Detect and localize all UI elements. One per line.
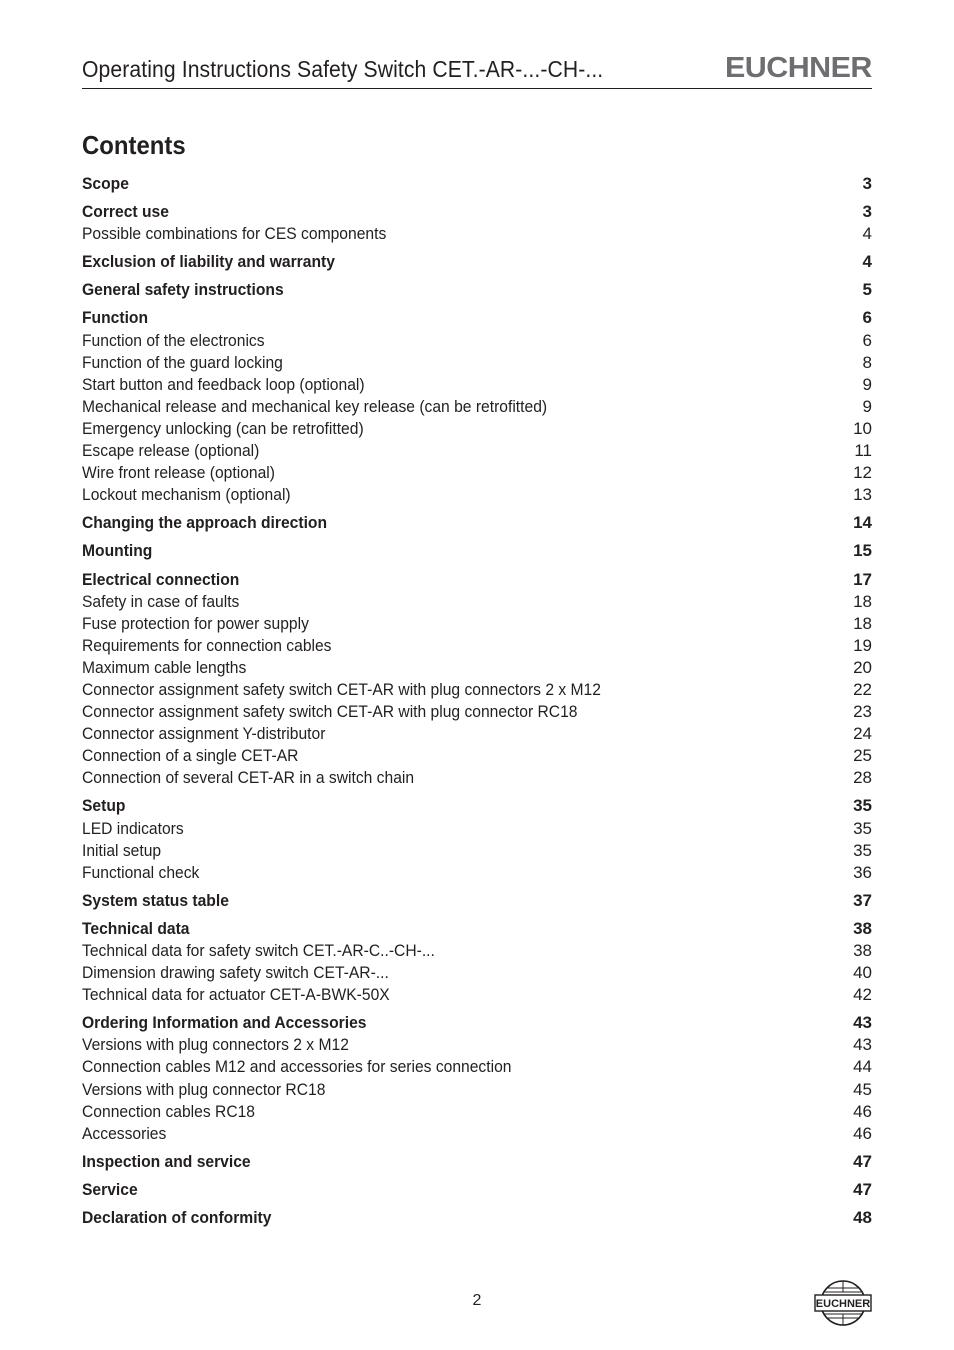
toc-main-entry-page: 38 [853, 918, 872, 938]
toc-main-entry-page: 15 [853, 541, 872, 561]
toc-sub-entry-page: 13 [853, 485, 872, 505]
toc-main-entry-page: 3 [862, 202, 872, 222]
toc-main-entry-title: Inspection and service [82, 1151, 251, 1171]
toc-sub-entry[interactable] [82, 984, 872, 1006]
toc-main-entry-page: 5 [862, 280, 872, 300]
toc-sub-entry[interactable] [82, 352, 872, 374]
toc-sub-entry[interactable] [82, 396, 872, 418]
toc-sub-entry-page: 43 [853, 1035, 872, 1055]
toc-sub-entry-page: 40 [853, 963, 872, 983]
toc-sub-entry[interactable] [82, 862, 872, 884]
toc-sub-entry[interactable] [82, 635, 872, 657]
toc-sub-entry-page: 36 [853, 862, 872, 882]
toc-sub-entry-label: Connection of a single CET-AR [82, 746, 299, 766]
toc-sub-entry-page: 6 [862, 330, 872, 350]
toc-main-entry-page: 6 [862, 308, 872, 328]
toc-sub-entry-label: Wire front release (optional) [82, 463, 275, 483]
contents-heading: Contents [82, 130, 186, 160]
toc-sub-entry-label: Safety in case of faults [82, 591, 240, 611]
toc-sub-entry-label: LED indicators [82, 818, 184, 838]
toc-sub-entry[interactable] [82, 1123, 872, 1145]
page-number: 2 [472, 1292, 482, 1309]
toc-section [82, 569, 872, 790]
toc-sub-entry-label: Connection of several CET-AR in a switch chain [82, 768, 415, 788]
toc-sub-entry[interactable] [82, 679, 872, 701]
toc-sub-entry-label: Connector assignment safety switch CET-AR with plug connectors 2 x M12 [82, 679, 601, 699]
toc-sub-entry[interactable] [82, 767, 872, 789]
toc-main-entry-title: Mounting [82, 541, 153, 561]
toc-sub-entry-page: 12 [853, 463, 872, 483]
toc-sub-entry-page: 22 [853, 679, 872, 699]
toc-sub-entry-page: 9 [862, 396, 872, 416]
toc-main-entry[interactable] [82, 1151, 872, 1173]
toc-sub-entry[interactable] [82, 962, 872, 984]
toc-sub-entry-page: 23 [853, 702, 872, 722]
toc-section [82, 173, 872, 195]
toc-sub-entry-page: 4 [862, 224, 872, 244]
toc-sub-entry-page: 18 [853, 591, 872, 611]
toc-sub-entry-label: Accessories [82, 1123, 167, 1143]
toc-section [82, 1179, 872, 1201]
toc-sub-entry-label: Technical data for safety switch CET.-AR-C..-CH-... [82, 941, 435, 960]
toc-sub-entry-page: 35 [853, 818, 872, 838]
toc-sub-entry[interactable] [82, 374, 872, 396]
toc-main-entry[interactable] [82, 569, 872, 591]
toc-main-entry-title: Ordering Information and Accessories [82, 1013, 367, 1033]
toc-sub-entry-page: 46 [853, 1123, 872, 1143]
toc-sub-entry-label: Versions with plug connector RC18 [82, 1079, 326, 1099]
toc-sub-entry-label: Function of the electronics [82, 330, 265, 350]
brand-logo: EUCHNER [725, 52, 872, 84]
toc-section [82, 1151, 872, 1173]
toc-main-entry[interactable] [82, 890, 872, 912]
toc-sub-entry-page: 35 [853, 840, 872, 860]
toc-section [82, 307, 872, 506]
toc-main-entry-page: 3 [862, 174, 872, 193]
toc-sub-entry-page: 38 [853, 941, 872, 960]
toc-main-entry[interactable] [82, 251, 872, 273]
toc-main-entry-title: System status table [82, 890, 229, 910]
toc-section [82, 251, 872, 273]
toc-main-entry[interactable] [82, 540, 872, 562]
toc-sub-entry-page: 18 [853, 613, 872, 633]
toc-main-entry-page: 48 [853, 1208, 872, 1228]
toc-section [82, 540, 872, 562]
toc-main-entry[interactable] [82, 512, 872, 534]
toc-section [82, 201, 872, 245]
toc-sub-entry[interactable] [82, 330, 872, 352]
toc-sub-entry-page: 20 [853, 657, 872, 677]
toc-sub-entry-page: 25 [853, 746, 872, 766]
toc-main-entry-title: Declaration of conformity [82, 1208, 272, 1228]
toc-sub-entry[interactable] [82, 818, 872, 840]
toc-main-entry-page: 37 [853, 890, 872, 910]
toc-sub-entry-label: Mechanical release and mechanical key release (can be retrofitted) [82, 396, 548, 416]
toc-sub-entry-label: Emergency unlocking (can be retrofitted) [82, 418, 364, 438]
toc-main-entry-page: 43 [853, 1013, 872, 1033]
toc-sub-entry[interactable] [82, 701, 872, 723]
toc-main-entry-title: Exclusion of liability and warranty [82, 252, 335, 272]
toc-sub-entry-page: 11 [854, 441, 872, 461]
toc-sub-entry-page: 8 [862, 352, 872, 372]
toc-sub-entry-page: 44 [853, 1057, 872, 1077]
toc-main-entry[interactable] [82, 1179, 872, 1201]
toc-sub-entry[interactable] [82, 940, 872, 962]
toc-sub-entry[interactable] [82, 657, 872, 679]
toc-sub-entry[interactable] [82, 1079, 872, 1101]
toc-section [82, 512, 872, 534]
toc-sub-entry-label: Dimension drawing safety switch CET-AR-... [82, 963, 389, 983]
toc-sub-entry-label: Connection cables RC18 [82, 1101, 256, 1121]
toc-main-entry-page: 35 [853, 796, 872, 816]
toc-sub-entry-label: Lockout mechanism (optional) [82, 485, 291, 505]
toc-sub-entry-page: 28 [853, 768, 872, 788]
toc-sub-entry-label: Functional check [82, 862, 200, 882]
toc-sub-entry-page: 9 [862, 374, 872, 394]
toc-sub-entry-label: Initial setup [82, 840, 162, 860]
toc-sub-entry[interactable] [82, 591, 872, 613]
table-of-contents [82, 173, 872, 1235]
toc-main-entry[interactable] [82, 918, 872, 940]
toc-main-entry-page: 47 [853, 1151, 872, 1171]
toc-sub-entry-label: Maximum cable lengths [82, 657, 247, 677]
toc-sub-entry[interactable] [82, 613, 872, 635]
toc-main-entry[interactable] [82, 795, 872, 817]
toc-sub-entry-label: Possible combinations for CES components [82, 224, 387, 244]
toc-sub-entry[interactable] [82, 462, 872, 484]
toc-main-entry-title: Function [82, 308, 149, 328]
toc-main-entry[interactable] [82, 1207, 872, 1229]
toc-sub-entry-label: Connection cables M12 and accessories for series connection [82, 1057, 512, 1077]
toc-sub-entry-label: Connector assignment safety switch CET-AR with plug connector RC18 [82, 702, 578, 722]
toc-sub-entry-label: Escape release (optional) [82, 441, 260, 461]
toc-sub-entry[interactable] [82, 1101, 872, 1123]
toc-main-entry[interactable] [82, 173, 872, 195]
toc-main-entry[interactable] [82, 1012, 872, 1034]
toc-sub-entry-label: Fuse protection for power supply [82, 613, 309, 633]
toc-main-entry-page: 17 [853, 569, 872, 589]
toc-main-entry-title: Correct use [82, 202, 169, 222]
page-header [82, 52, 872, 89]
toc-sub-entry-label: Versions with plug connectors 2 x M12 [82, 1035, 349, 1055]
toc-sub-entry[interactable] [82, 440, 872, 462]
toc-main-entry-title: General safety instructions [82, 280, 284, 300]
toc-main-entry-title: Electrical connection [82, 569, 240, 589]
toc-main-entry[interactable] [82, 201, 872, 223]
toc-sub-entry-page: 42 [853, 985, 872, 1005]
toc-sub-entry-label: Connector assignment Y-distributor [82, 724, 326, 744]
toc-main-entry-title: Service [82, 1179, 138, 1199]
toc-sub-entry[interactable] [82, 1034, 872, 1056]
toc-section [82, 795, 872, 883]
toc-sub-entry-label: Technical data for actuator CET-A-BWK-50X [82, 985, 390, 1005]
toc-sub-entry-page: 24 [853, 724, 872, 744]
toc-sub-entry-label: Requirements for connection cables [82, 635, 332, 655]
toc-section [82, 918, 872, 1006]
toc-main-entry-title: Technical data [82, 918, 190, 938]
toc-sub-entry[interactable] [82, 418, 872, 440]
toc-main-entry-page: 4 [862, 252, 872, 272]
toc-main-entry[interactable] [82, 307, 872, 329]
document-title: Operating Instructions Safety Switch CET.-AR-...-CH-... [82, 56, 604, 82]
toc-main-entry-title: Setup [82, 796, 126, 816]
toc-sub-entry-page: 46 [853, 1101, 872, 1121]
toc-sub-entry-page: 45 [853, 1079, 872, 1099]
euchner-seal-logo [814, 1278, 872, 1328]
toc-sub-entry[interactable] [82, 723, 872, 745]
toc-sub-entry[interactable] [82, 745, 872, 767]
toc-sub-entry-page: 10 [853, 418, 872, 438]
seal-text: EUCHNER [815, 1298, 871, 1310]
toc-section [82, 1012, 872, 1145]
toc-section [82, 890, 872, 912]
toc-main-entry-page: 47 [853, 1179, 872, 1199]
toc-sub-entry-page: 19 [853, 635, 872, 655]
toc-sub-entry-label: Start button and feedback loop (optional) [82, 374, 365, 394]
toc-section [82, 1207, 872, 1229]
toc-sub-entry[interactable] [82, 484, 872, 506]
toc-main-entry-page: 14 [853, 513, 872, 533]
toc-sub-entry[interactable] [82, 223, 872, 245]
toc-main-entry-title: Changing the approach direction [82, 513, 328, 533]
toc-sub-entry[interactable] [82, 840, 872, 862]
toc-main-entry-title: Scope [82, 174, 129, 193]
toc-sub-entry-label: Function of the guard locking [82, 352, 283, 372]
toc-section [82, 279, 872, 301]
toc-main-entry[interactable] [82, 279, 872, 301]
toc-sub-entry[interactable] [82, 1056, 872, 1078]
